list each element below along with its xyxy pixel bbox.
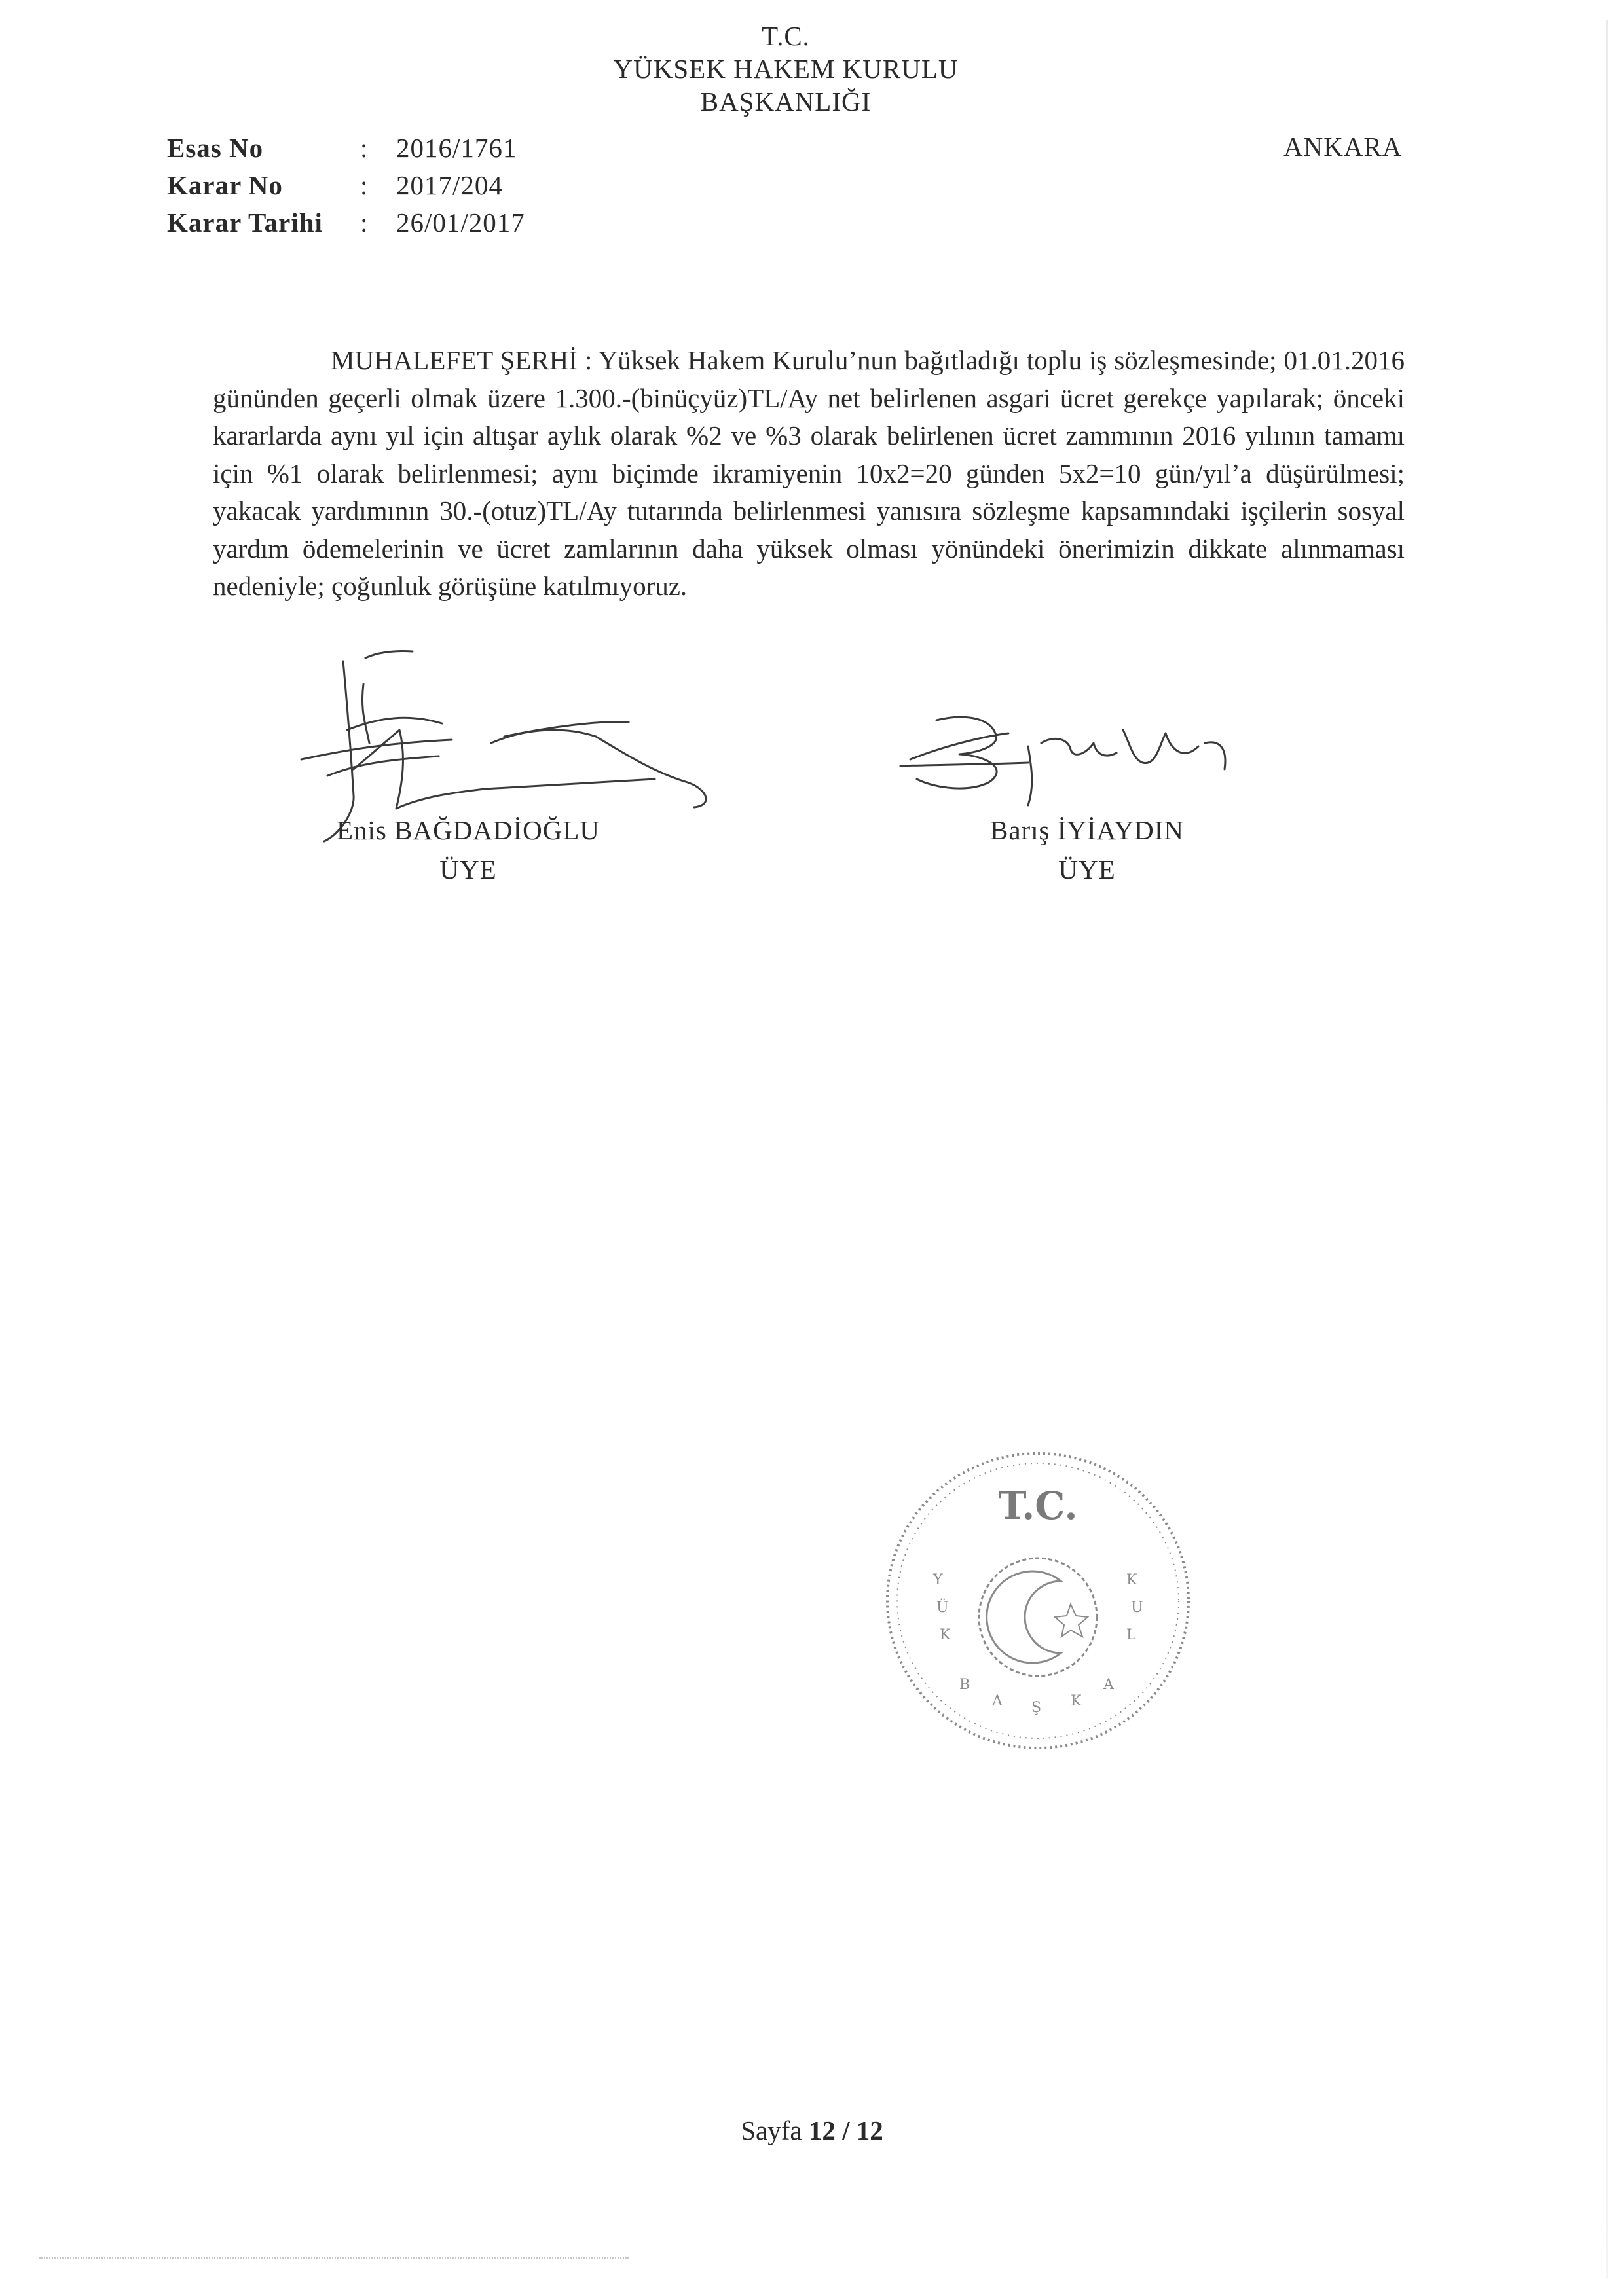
signatory-name: Enis BAĞDADİOĞLU xyxy=(336,815,600,845)
header-line-tc: T.C. xyxy=(762,21,810,51)
page-footer xyxy=(0,2115,1624,2146)
meta-value: 2017/204 xyxy=(396,170,503,200)
official-stamp xyxy=(874,1440,1202,1761)
svg-text:Ü: Ü xyxy=(936,1599,949,1616)
svg-text:K: K xyxy=(1126,1572,1137,1588)
svg-text:Y: Y xyxy=(933,1572,943,1588)
signature-right xyxy=(897,707,1238,812)
signatory-right xyxy=(891,811,1283,889)
meta-row-esas xyxy=(167,130,525,167)
svg-text:K: K xyxy=(1071,1693,1082,1709)
svg-text:U: U xyxy=(1131,1599,1143,1616)
meta-value: 26/01/2017 xyxy=(396,208,525,238)
case-metadata xyxy=(167,130,525,242)
scan-artifact-line xyxy=(39,2257,629,2260)
page-current: 12 xyxy=(808,2115,836,2145)
svg-text:L: L xyxy=(1126,1627,1136,1643)
meta-row-karar xyxy=(167,167,525,204)
page-total: 12 xyxy=(856,2115,883,2145)
signatory-title: ÜYE xyxy=(439,854,497,884)
meta-label: Karar No xyxy=(167,170,283,200)
meta-colon: : xyxy=(360,133,368,163)
meta-value: 2016/1761 xyxy=(396,133,517,163)
stamp-text: T.C. xyxy=(998,1484,1078,1528)
page-separator: / xyxy=(842,2115,850,2145)
svg-text:K: K xyxy=(940,1627,951,1643)
svg-text:A: A xyxy=(1103,1677,1114,1693)
header-line-presidency: BAŞKANLIĞI xyxy=(700,86,872,117)
signatory-name: Barış İYİAYDIN xyxy=(989,815,1185,845)
header-line-institution: YÜKSEK HAKEM KURULU xyxy=(613,54,959,84)
meta-label: Esas No xyxy=(167,133,264,163)
meta-colon: : xyxy=(360,170,368,200)
signatory-left xyxy=(272,811,665,889)
city-label: ANKARA xyxy=(1283,132,1403,162)
svg-text:Ş: Ş xyxy=(1031,1700,1042,1716)
meta-row-tarih xyxy=(167,204,525,242)
svg-text:B: B xyxy=(959,1677,970,1693)
meta-colon: : xyxy=(360,208,368,238)
dissent-text xyxy=(213,342,1405,606)
document-header xyxy=(458,20,1113,118)
signatory-title: ÜYE xyxy=(1058,854,1116,884)
meta-label: Karar Tarihi xyxy=(167,208,323,238)
scan-edge-line xyxy=(1606,20,1608,2278)
svg-text:A: A xyxy=(992,1693,1003,1709)
dissent-paragraph: MUHALEFET ŞERHİ : Yüksek Hakem Kurulu’nun bağıtladığı toplu iş sözleşmesinde; 01.01.2016 gününden geçerli olmak üzere 1.300.-(binüçyüz)TL/Ay net belirlenen asgari ücret gerekçe yapılarak; önceki kararlarda aynı yıl için altışar aylık olarak %2 ve %3 olarak belirlenen ücret zammının 2016 yılının tamamı için %1 olarak belirlenmesi; aynı biçimde ikramiyenin 10x2=20 günden 5x2=10 gün/yıl’a düşürülmesi; yakacak yardımının 30.-(otuz)TL/Ay tutarında belirlenmesi yanısıra sözleşme kapsamındaki işçilerin sosyal yardım ödemelerinin ve ücret zamlarının daha yüksek olması yönündeki önerimizin dikkate alınmaması nedeniyle; çoğunluk görüşüne katılmıyoruz. xyxy=(213,345,1405,601)
page-label: Sayfa xyxy=(741,2115,802,2145)
